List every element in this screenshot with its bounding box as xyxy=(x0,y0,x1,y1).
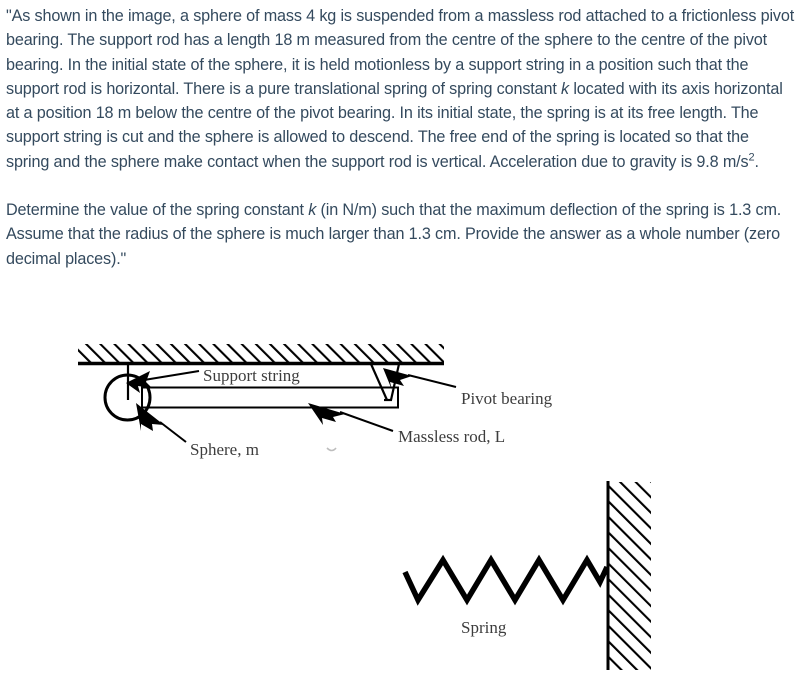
sphere-label: Sphere, m xyxy=(190,440,259,459)
support-string-label: Support string xyxy=(203,366,300,385)
support-string-callout xyxy=(126,371,199,393)
massless-rod xyxy=(141,388,399,408)
problem-text-part-b: located with its axis horizontal at a position 18 m below the centre of the pivot bearing. In its initial state, the spring is at its free length. The support string is cut and the sphere is allowed to descend. The free end of the spring is located so that the spring and the sphere make contact when the support rod is vertical. Acceleration due to gravity is 9.8 m/s xyxy=(6,79,783,171)
ceiling-hatching xyxy=(78,344,444,362)
sphere-leader xyxy=(160,422,186,442)
massless-rod-leader xyxy=(340,412,393,431)
support-string-leader xyxy=(144,371,199,380)
massless-rod-arrowhead xyxy=(308,403,345,425)
spring-coil xyxy=(405,560,607,600)
problem-text-part-c: . xyxy=(754,152,759,171)
wall-hatching xyxy=(609,482,651,670)
physics-figure xyxy=(0,330,800,677)
spring-label: Spring xyxy=(461,618,507,637)
problem-paragraph-1 xyxy=(6,4,796,174)
ceiling-support xyxy=(78,344,444,364)
sphere-callout xyxy=(136,403,186,442)
gravity-units-exponent: 2 xyxy=(748,151,755,164)
problem-text-part-a: "As shown in the image, a sphere of mass 4 kg is suspended from a massless rod attached to a frictionless pivot bearing. The support rod has a length 18 m measured from the centre of the sphere to the centre of the pivot bearing. In the initial state of the sphere, it is held motionless by a support string in a position such that the support rod is horizontal. There is a pure translational spring of spring constant xyxy=(6,7,795,98)
scan-artifact-mark xyxy=(327,448,336,451)
spring-constant-symbol-2: k xyxy=(308,201,317,220)
massless-rod-label: Massless rod, L xyxy=(398,427,506,446)
pivot-bearing-leader xyxy=(408,375,456,387)
question-text-part-b: (in N/m) such that the maximum deflection of the spring is 1.3 cm. Assume that the radius of the sphere is much larger than 1.3 cm. Provide the answer as a whole number (zero decimal places)." xyxy=(6,201,782,268)
question-text-part-a: Determine the value of the spring constant xyxy=(6,201,309,220)
spring-constant-symbol: k xyxy=(561,79,569,98)
pivot-bearing-label: Pivot bearing xyxy=(461,389,553,408)
problem-statement xyxy=(6,4,796,271)
wall-support xyxy=(608,481,651,670)
problem-paragraph-2 xyxy=(6,198,796,271)
